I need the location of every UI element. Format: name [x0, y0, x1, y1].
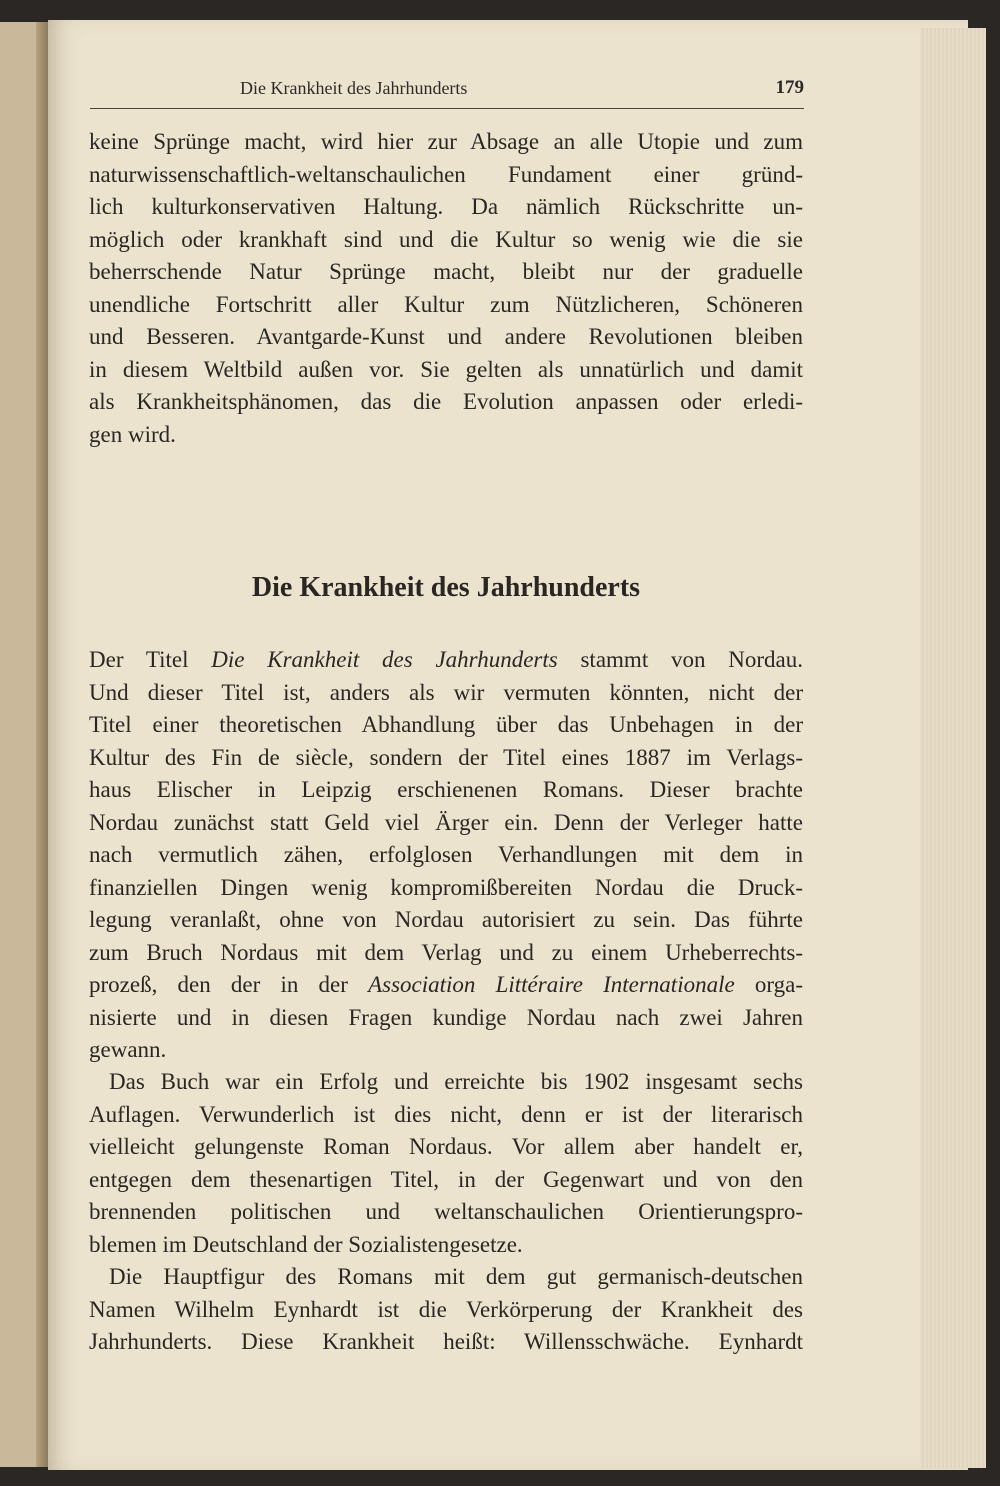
text-line: als Krankheitsphänomen, das die Evolution anpassen oder erledi-: [89, 389, 803, 414]
text-line: gewann.: [89, 1037, 167, 1062]
text-line: prozeß, den der in der Association Littéraire Internationale orga-: [89, 972, 803, 997]
text-line: nisierte und in diesen Fragen kundige Nordau nach zwei Jahren: [89, 1004, 803, 1030]
text-line: haus Elischer in Leipzig erschienenen Romans. Dieser brachte: [89, 777, 803, 802]
paragraph-3: [89, 1261, 803, 1359]
page-number: 179: [775, 77, 804, 98]
text-line: Die Hauptfigur des Romans mit dem gut germanisch-deutschen: [109, 1264, 803, 1289]
text-line: Nordau zunächst statt Geld viel Ärger ein. Denn der Verleger hatte: [89, 809, 803, 835]
text-line: brennenden politischen und weltanschaulichen Orientierungspro-: [89, 1199, 803, 1224]
text-line: Und dieser Titel ist, anders als wir vermuten könnten, nicht der: [89, 679, 803, 705]
text-line: Kultur des Fin de siècle, sondern der Titel eines 1887 im Verlags-: [89, 744, 803, 770]
text-line: zum Bruch Nordaus mit dem Verlag und zu einem Urheberrechts-: [89, 939, 803, 965]
text-line: gen wird.: [89, 421, 176, 447]
text-line: blemen im Deutschland der Sozialistengesetze.: [89, 1231, 523, 1257]
text-line: naturwissenschaftlich-weltanschaulichen Fundament einer gründ-: [89, 161, 803, 187]
paragraph-continued: [89, 126, 803, 451]
text-line: vielleicht gelungenste Roman Nordaus. Vor allem aber handelt er,: [89, 1134, 803, 1159]
text-line: entgegen dem thesenartigen Titel, in der Gegenwart und von den: [89, 1166, 803, 1192]
paragraph-1: [89, 644, 803, 1067]
facing-page-edge: [0, 22, 48, 1467]
text-line: Der Titel Die Krankheit des Jahrhunderts stammt von Nordau.: [89, 647, 803, 672]
text-line: beherrschende Natur Sprünge macht, bleibt nur der graduelle: [89, 259, 803, 284]
text-line: Das Buch war ein Erfolg und erreichte bis 1902 insgesamt sechs: [109, 1069, 803, 1094]
text-line: Namen Wilhelm Eynhardt ist die Verkörperung der Krankheit des: [89, 1296, 803, 1322]
text-line: Auflagen. Verwunderlich ist dies nicht, denn er ist der literarisch: [89, 1101, 803, 1127]
text-line: und Besseren. Avantgarde-Kunst und andere Revolutionen bleiben: [89, 324, 803, 349]
text-line: möglich oder krankhaft sind und die Kultur so wenig wie die sie: [89, 226, 803, 252]
text-line: lich kulturkonservativen Haltung. Da nämlich Rückschritte un-: [89, 194, 803, 219]
running-title: Die Krankheit des Jahrhunderts: [240, 78, 468, 98]
running-header: [90, 74, 804, 109]
page-block-edge: [920, 28, 986, 1468]
text-line: nach vermutlich zähen, erfolglosen Verhandlungen mit dem in: [89, 842, 803, 867]
text-line: in diesem Weltbild außen vor. Sie gelten als unnatürlich und damit: [89, 356, 803, 382]
section-heading: Die Krankheit des Jahrhunderts: [251, 572, 641, 603]
text-line: keine Sprünge macht, wird hier zur Absage an alle Utopie und zum: [89, 129, 803, 154]
organization-name: Association Littéraire Internationale: [368, 972, 735, 997]
text-line: legung veranlaßt, ohne von Nordau autorisiert zu sein. Das führte: [89, 907, 803, 932]
text-line: Titel einer theoretischen Abhandlung über das Unbehagen in der: [89, 712, 803, 737]
paragraph-2: [89, 1066, 803, 1261]
text-line: unendliche Fortschritt aller Kultur zum Nützlicheren, Schöneren: [89, 291, 803, 317]
text-line: finanziellen Dingen wenig kompromißbereiten Nordau die Druck-: [89, 874, 803, 900]
book-title: Die Krankheit des Jahrhunderts: [211, 647, 558, 672]
text-line: Jahrhunderts. Diese Krankheit heißt: Willensschwäche. Eynhardt: [89, 1329, 803, 1354]
